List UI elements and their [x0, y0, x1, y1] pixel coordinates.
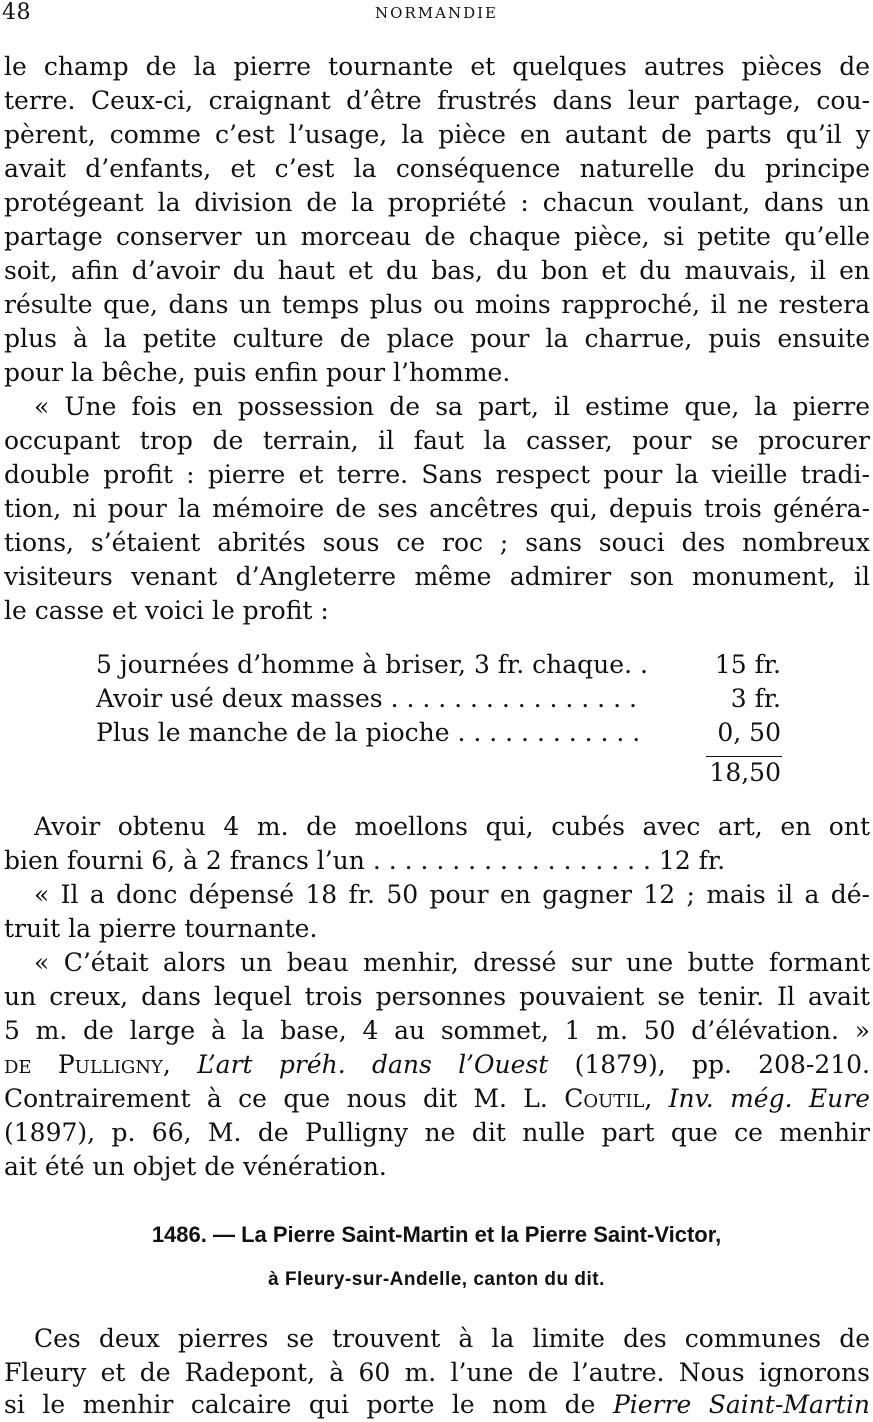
text-line: résulte que, dans un temps plus ou moins rapproché, il ne restera [4, 290, 870, 319]
page-header [0, 0, 873, 30]
stone-name: Pierre Saint-Martin [612, 1390, 870, 1419]
text-line: tion, ni pour la mémoire de ses ancêtres qui, depuis trois généra- [4, 494, 870, 523]
citation-line [4, 1048, 870, 1082]
text-line: occupant trop de terrain, il faut la casser, pour se procurer [4, 426, 870, 455]
author-name: de Pulligny, [4, 1050, 171, 1079]
text-line: 5 m. de large à la base, 4 au sommet, 1 m. 50 d’élévation. » [4, 1016, 870, 1045]
text-line: double profit : pierre et terre. Sans respect pour la vieille tradi- [4, 460, 870, 489]
entry-title: 1486. — La Pierre Saint-Martin et la Pierre Saint-Victor, [151, 1222, 722, 1247]
text-line: le casse et voici le profit : [4, 596, 329, 625]
book-title: Inv. még. Eure [668, 1084, 870, 1113]
citation-detail: (1879), pp. 208-210. [574, 1050, 871, 1079]
table-row-label: Plus le manche de la pioche . . . . . . . . . . . . [96, 718, 641, 747]
text-line: visiteurs venant d’Angleterre même admirer son monument, il [4, 562, 870, 591]
book-title: L’art préh. dans l’Ouest [197, 1050, 549, 1079]
text-line: (1897), p. 66, M. de Pulligny ne dit nulle part que ce menhir [4, 1118, 870, 1147]
text-line: soit, afin d’avoir du haut et du bas, du bon et du mauvais, il en [4, 256, 870, 285]
table-row-label: Avoir usé deux masses . . . . . . . . . . . . . . . . [96, 684, 637, 713]
text-line: ait été un objet de vénération. [4, 1152, 387, 1181]
text-line: pèrent, comme c’est l’usage, la pièce en autant de parts qu’il y [4, 120, 870, 149]
table-row-amount: 3 fr. [730, 684, 781, 713]
text-line: pour la bêche, puis enfin pour l’homme. [4, 358, 511, 387]
text-line: un creux, dans lequel trois personnes pouvaient se tenir. Il avait [4, 982, 870, 1011]
entry-subtitle: à Fleury-sur-Andelle, canton du dit. [268, 1269, 605, 1290]
page-number: 48 [2, 0, 31, 25]
text-line: avait d’enfants, et c’est la conséquence naturelle du principe [4, 154, 870, 183]
text-line: « Il a donc dépensé 18 fr. 50 pour en gagner 12 ; mais il a dé- [34, 880, 870, 909]
text-line: truit la pierre tournante. [4, 914, 318, 943]
table-row-amount: 15 fr. [714, 650, 781, 679]
text-line: plus à la petite culture de place pour la charrue, puis ensuite [4, 324, 870, 353]
text-fragment: si le menhir calcaire qui porte le nom de [4, 1390, 596, 1419]
text-line: « C’était alors un beau menhir, dressé sur une butte formant [34, 948, 870, 977]
citation-text: Contrairement à ce que nous dit M. L. [4, 1084, 548, 1113]
table-row-amount: 0, 50 [717, 718, 781, 747]
text-line [4, 1388, 870, 1422]
author-name: Coutil, [564, 1084, 653, 1113]
text-line: bien fourni 6, à 2 francs l’un . . . . . . . . . . . . . . . . . . 12 fr. [4, 846, 726, 875]
text-line: « Une fois en possession de sa part, il estime que, la pierre [34, 392, 870, 421]
text-line: Ces deux pierres se trouvent à la limite des communes de [34, 1324, 870, 1353]
running-title: NORMANDIE [375, 4, 498, 22]
text-line: terre. Ceux-ci, craignant d’être frustrés dans leur partage, cou- [4, 86, 870, 115]
table-total: 18,50 [709, 758, 781, 787]
citation-line [4, 1082, 870, 1116]
text-line: Fleury et de Radepont, à 60 m. l’une de l’autre. Nous ignorons [4, 1358, 870, 1387]
text-line: le champ de la pierre tournante et quelques autres pièces de [4, 52, 870, 81]
table-row-label: 5 journées d’homme à briser, 3 fr. chaque. . [96, 650, 648, 679]
text-line: tions, s’étaient abrités sous ce roc ; sans souci des nombreux [4, 528, 870, 557]
text-line: Avoir obtenu 4 m. de moellons qui, cubés avec art, en ont [34, 812, 870, 841]
text-line: protégeant la division de la propriété : chacun voulant, dans un [4, 188, 870, 217]
text-line: partage conserver un morceau de chaque pièce, si petite qu’elle [4, 222, 870, 251]
